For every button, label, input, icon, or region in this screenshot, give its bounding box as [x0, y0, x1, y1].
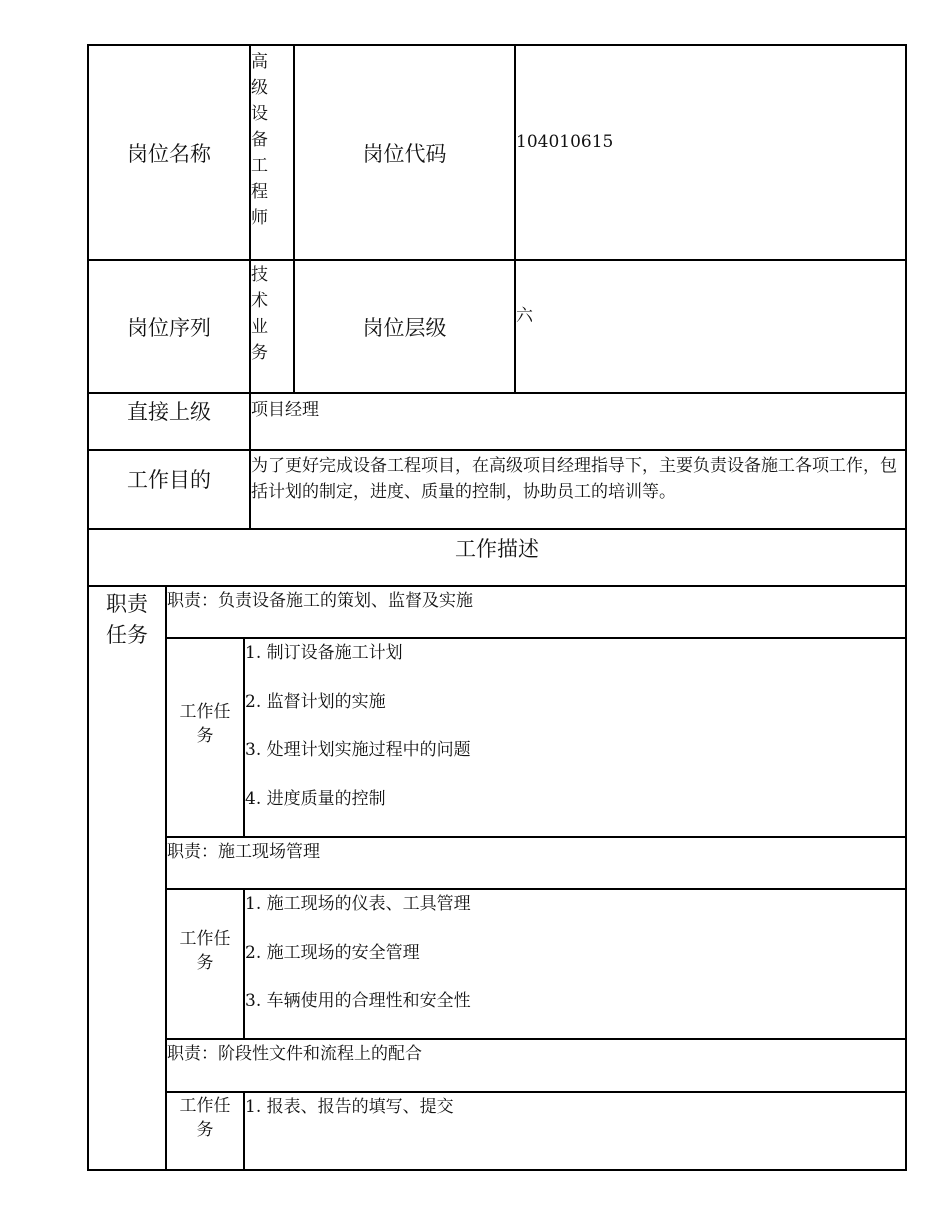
duties-label [89, 587, 165, 653]
duties-label-text: 职责任务 [106, 592, 148, 647]
task-item: 2. 监督计划的实施 [245, 691, 386, 712]
task-label [167, 927, 243, 975]
row-divider [165, 1038, 907, 1040]
duty-title: 职责：负责设备施工的策划、监督及实施 [167, 591, 473, 611]
task-label [167, 1094, 243, 1142]
border-bottom [87, 1169, 907, 1171]
duty-title: 职责：施工现场管理 [167, 842, 320, 862]
task-item: 3. 处理计划实施过程中的问题 [245, 740, 471, 760]
task-item: 4. 进度质量的控制 [245, 788, 386, 809]
task-item: 3. 车辆使用的合理性和安全性 [245, 991, 471, 1011]
purpose-value: 为了更好完成设备工程项目，在高级项目经理指导下，主要负责设备施工各项工作，包括计划的制定，进度、质量的控制，协助员工的培训等。 [251, 456, 897, 502]
task-item: 1. 制订设备施工计划 [245, 643, 403, 663]
superior-label: 直接上级 [127, 400, 211, 424]
row-divider [165, 637, 907, 639]
level-label: 岗位层级 [362, 315, 447, 340]
row-divider [165, 1091, 907, 1093]
task-label-text: 工作任务 [179, 1096, 231, 1140]
task-label-text: 工作任务 [179, 702, 231, 746]
task-item: 1. 施工现场的仪表、工具管理 [245, 894, 471, 914]
level-value: 六 [516, 306, 533, 326]
row-divider [165, 888, 907, 890]
description-header: 工作描述 [455, 537, 539, 561]
duty-title: 职责：阶段性文件和流程上的配合 [167, 1044, 422, 1064]
row-divider [87, 585, 907, 587]
task-list [245, 1095, 454, 1144]
superior-value: 项目经理 [251, 400, 319, 420]
task-label-text: 工作任务 [179, 929, 231, 973]
purpose-label: 工作目的 [127, 468, 211, 492]
position-code-value: 104010615 [516, 132, 614, 152]
position-name-value: 高级设备工程师 [251, 52, 268, 228]
task-list [245, 892, 471, 1038]
task-list [245, 641, 471, 835]
border-right [905, 44, 907, 1171]
task-item: 2. 施工现场的安全管理 [245, 942, 420, 963]
position-name-label: 岗位名称 [127, 141, 211, 166]
task-item: 1. 报表、报告的填写、提交 [245, 1097, 454, 1117]
row-divider [165, 836, 907, 838]
task-label [167, 700, 243, 748]
column-divider [514, 44, 516, 394]
sequence-value: 技术业务 [251, 265, 268, 363]
position-code-label: 岗位代码 [362, 141, 447, 166]
column-divider [165, 585, 167, 1171]
sequence-label: 岗位序列 [127, 315, 211, 340]
